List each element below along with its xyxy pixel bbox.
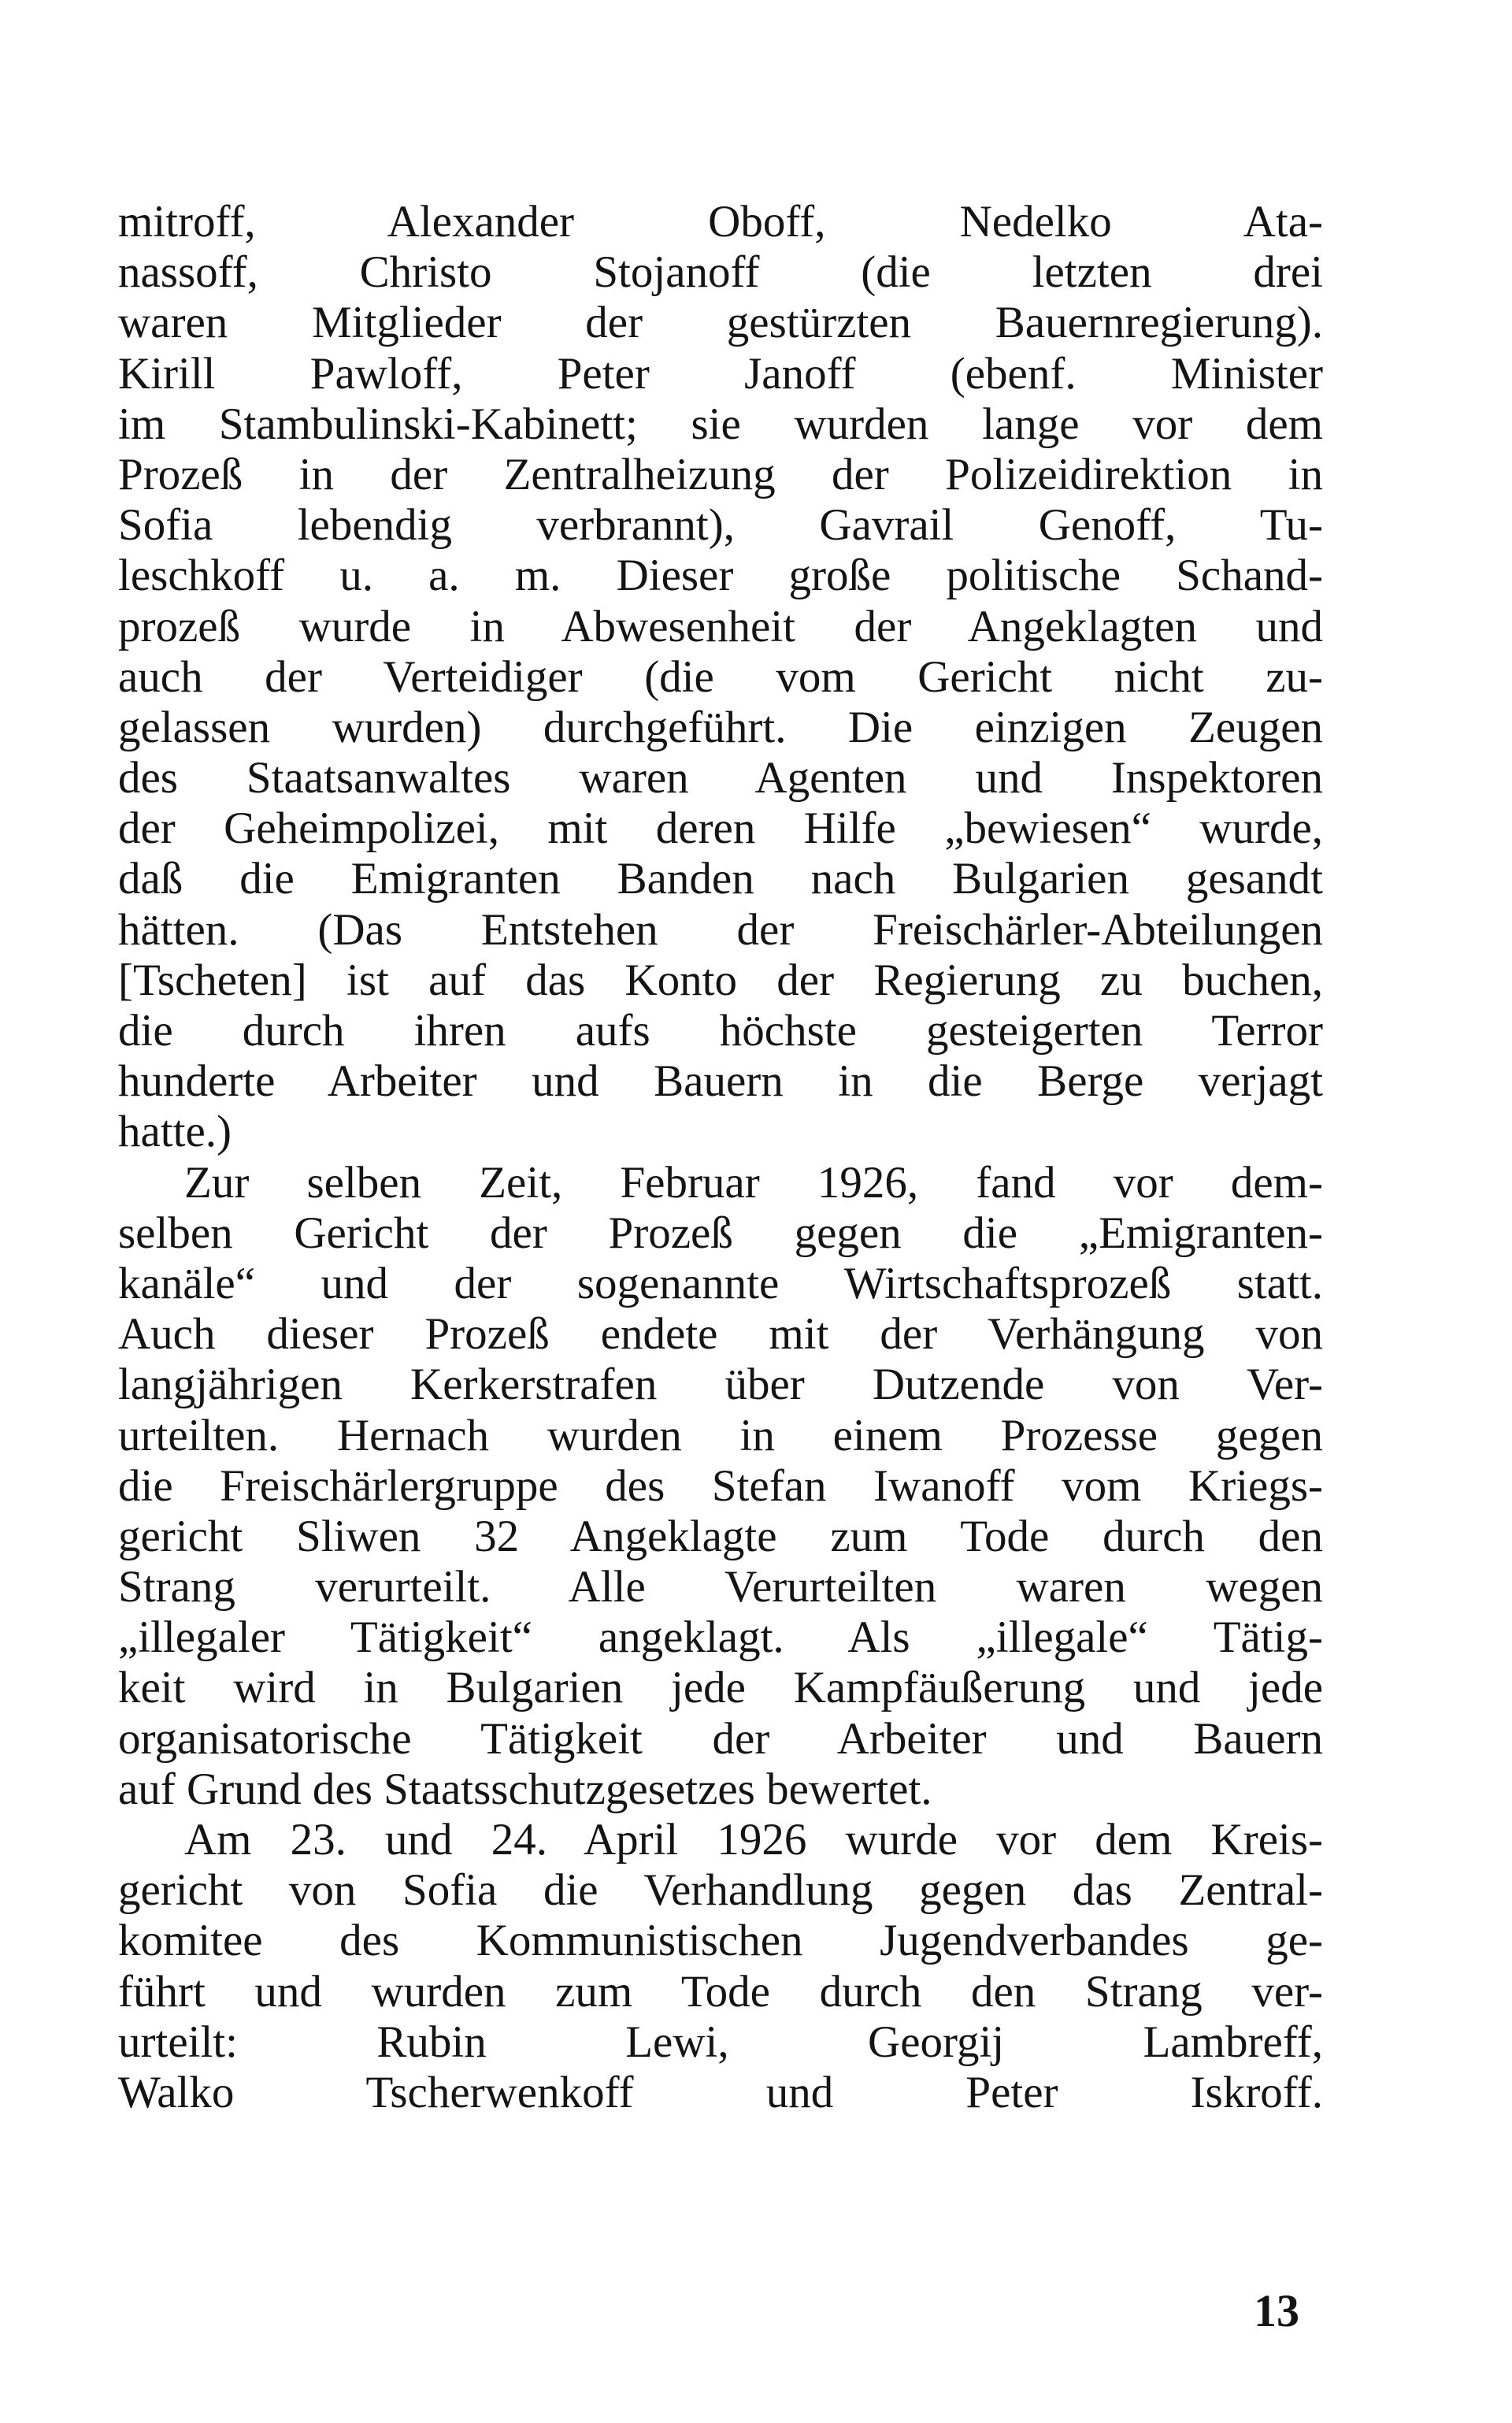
- text-line: die Freischärlergruppe des Stefan Iwanoff vom Kriegs-: [118, 1460, 1323, 1511]
- text-line: komitee des Kommunistischen Jugendverbandes ge-: [118, 1916, 1323, 1966]
- text-line: waren Mitglieder der gestürzten Bauernregierung).: [118, 298, 1323, 348]
- page-number: 13: [1254, 2285, 1299, 2336]
- text-line: nassoff, Christo Stojanoff (die letzten drei: [118, 247, 1323, 298]
- text-line: führt und wurden zum Tode durch den Strang ver-: [118, 1966, 1323, 2017]
- text-line: hatte.): [118, 1107, 232, 1157]
- body-text: [118, 197, 1323, 2118]
- text-line: urteilt: Rubin Lewi, Georgij Lambreff,: [118, 2017, 1323, 2067]
- text-line: leschkoff u. a. m. Dieser große politische Schand-: [118, 551, 1323, 601]
- text-line: Zur selben Zeit, Februar 1926, fand vor dem-: [184, 1157, 1323, 1208]
- text-line: „illegaler Tätigkeit“ angeklagt. Als „illegale“ Tätig-: [118, 1612, 1323, 1663]
- text-line: Strang verurteilt. Alle Verurteilten waren wegen: [118, 1562, 1323, 1612]
- text-line: prozeß wurde in Abwesenheit der Angeklagten und: [118, 601, 1323, 651]
- text-line: mitroff, Alexander Oboff, Nedelko Ata-: [118, 197, 1323, 247]
- text-line: langjährigen Kerkerstrafen über Dutzende von Ver-: [118, 1360, 1323, 1410]
- text-line: im Stambulinski-Kabinett; sie wurden lange vor dem: [118, 399, 1323, 449]
- text-line: des Staatsanwaltes waren Agenten und Inspektoren: [118, 753, 1323, 803]
- text-line: selben Gericht der Prozeß gegen die „Emigranten-: [118, 1208, 1323, 1258]
- text-line: gelassen wurden) durchgeführt. Die einzigen Zeugen: [118, 702, 1323, 752]
- text-line: der Geheimpolizei, mit deren Hilfe „bewiesen“ wurde,: [118, 803, 1323, 854]
- text-line: auch der Verteidiger (die vom Gericht nicht zu-: [118, 651, 1323, 702]
- text-line: Auch dieser Prozeß endete mit der Verhängung von: [118, 1309, 1323, 1360]
- text-line: Prozeß in der Zentralheizung der Polizeidirektion in: [118, 449, 1323, 499]
- text-line: urteilten. Hernach wurden in einem Prozesse gegen: [118, 1410, 1323, 1460]
- text-line: daß die Emigranten Banden nach Bulgarien gesandt: [118, 854, 1323, 904]
- text-line: auf Grund des Staatsschutzgesetzes bewertet.: [118, 1764, 932, 1814]
- text-line: keit wird in Bulgarien jede Kampfäußerung und jede: [118, 1663, 1323, 1713]
- text-line: die durch ihren aufs höchste gesteigerten Terror: [118, 1006, 1323, 1056]
- text-line: hätten. (Das Entstehen der Freischärler-Abteilungen: [118, 904, 1323, 955]
- text-line: Sofia lebendig verbrannt), Gavrail Genoff, Tu-: [118, 500, 1323, 551]
- text-line: gericht Sliwen 32 Angeklagte zum Tode durch den: [118, 1511, 1323, 1561]
- text-line: Kirill Pawloff, Peter Janoff (ebenf. Minister: [118, 348, 1323, 399]
- text-line: gericht von Sofia die Verhandlung gegen das Zentral-: [118, 1865, 1323, 1916]
- text-line: kanäle“ und der sogenannte Wirtschaftsprozeß statt.: [118, 1258, 1323, 1308]
- text-line: Walko Tscherwenkoff und Peter Iskroff.: [118, 2067, 1323, 2117]
- text-line: organisatorische Tätigkeit der Arbeiter und Bauern: [118, 1713, 1323, 1764]
- text-line: hunderte Arbeiter und Bauern in die Berge verjagt: [118, 1056, 1323, 1107]
- text-line: [Tscheten] ist auf das Konto der Regierung zu buchen,: [118, 955, 1323, 1005]
- text-line: Am 23. und 24. April 1926 wurde vor dem Kreis-: [184, 1815, 1323, 1865]
